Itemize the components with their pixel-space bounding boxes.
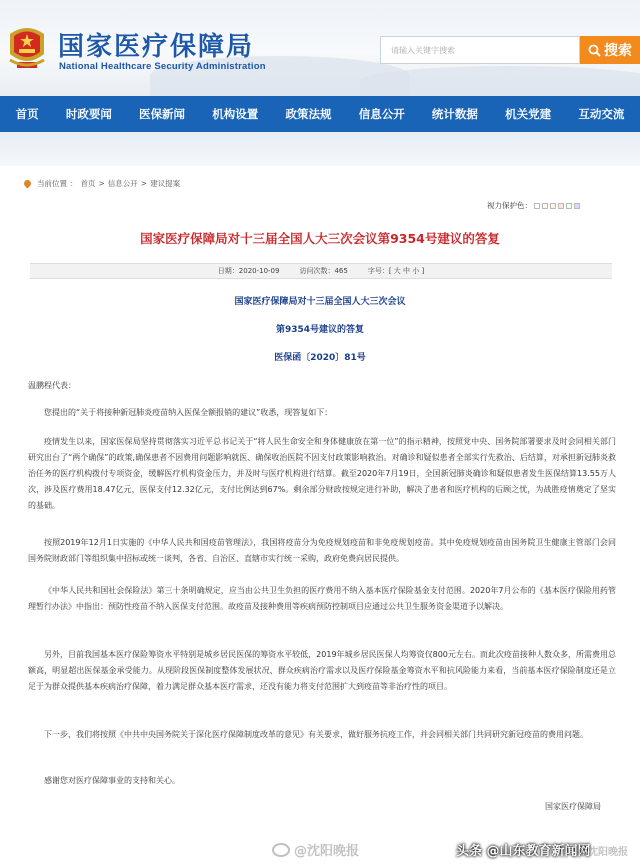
nav-home[interactable]: 首页 [15,107,39,121]
toutiao-watermark: 头条 @山东教育新闻网 [456,844,591,859]
site-logo-en: National Healthcare Security Administration [59,61,266,72]
site-logo-cn[interactable]: 国家医疗保障局 [58,32,255,62]
weibo-watermark-text: @沈阳晚报 [294,844,360,859]
weibo-watermark [272,840,359,859]
main-nav [0,96,640,132]
nav-statistics[interactable]: 统计数据 [431,107,478,121]
body-paragraph: 您提出的“关于将接种新冠肺炎疫苗纳入医保全额报销的建议”收悉，现答复如下： [44,408,333,417]
body-paragraph: 《中华人民共和国社会保险法》第三十条明确规定，应当由公共卫生负担的医疗费用不纳入基本医疗保险基金支付范围。2020年7月公布的《基本医疗保险用药管理暂行办法》中指出：预防性疫苗不纳入医保支付范围。故疫苗及接种费用等疾病预防控制项目应通过公共卫生服务资金渠道予以解决。 [28,586,616,611]
body-paragraph: 疫情发生以来，国家医保局坚持贯彻落实习近平总书记关于“将人民生命安全和身体健康放在第一位”的指示精神，按照党中央、国务院部署要求及时会同相关部门研究出台了“两个确保”的政策,确保患者不因费用问题影响就医、确保收治医院不因支付政策影响救治。对确诊和疑似患者全部实行先救治、后结算，对承担新冠肺炎救治任务的医疗机构拨付专项资金，缓解医疗机构资金压力，并及时与医疗机构进行结算。截至2020年7月19日，全国新冠肺炎确诊和疑似患者发生医保结算13.55万人次，涉及医疗费用18.47亿元，医保支付12.32亿元，支付比例达到67%。剩余部分财政按规定进行补助，解决了患者和医疗机构的后顾之忧，为战胜疫情奠定了坚实的基础。 [28,437,616,510]
doc-heading-line2: 第9354号建议的答复 [275,325,365,335]
site-header [0,0,640,96]
vision-color-swatch[interactable] [566,203,572,209]
search-input[interactable] [380,36,580,64]
vision-color-swatch[interactable] [558,203,564,209]
nav-party-building[interactable]: 机关党建 [505,107,552,121]
greeting: 温鹏程代表： [28,381,76,390]
body-paragraph: 按照2019年12月1日实施的《中华人民共和国疫苗管理法》，我国将疫苗分为免疫规划疫苗和非免疫规划疫苗。其中免疫规划疫苗由国务院卫生健康主管部门会同国务院财政部门等组织集中招标或统一谈判，各省、自治区、直辖市实行统一采购，政府免费向居民提供。 [28,538,616,563]
body-paragraph: 另外，目前我国基本医疗保险筹资水平特别是城乡居民医保的筹资水平较低，2019年城乡居民医保人均筹资仅800元左右。而此次疫苗接种人数众多，所需费用总额高，明显超出医保基金承受能力。从现阶段医保制度整体发展状况、群众疾病治疗需求以及医疗保险基金筹资水平和抗风险能力来看，当前基本医疗保险制度还是立足于为群众提供基本疾病治疗保障，着力满足群众基本医疗需求，还没有能力将支付范围扩大到疫苗等非治疗性的项目。 [28,650,616,691]
breadcrumb-label: 当前位置 [37,179,67,188]
vision-color-swatch[interactable] [534,203,540,209]
nav-organization[interactable]: 机构设置 [212,107,259,121]
breadcrumb-separator: > [98,179,105,188]
nav-sub-band [0,132,640,166]
vision-color-swatch[interactable] [542,203,548,209]
nav-interaction[interactable]: 互动交流 [578,107,625,121]
breadcrumb: 当前位置 ： 首页 > 信息公开 > 建议提案 [24,178,180,189]
article-meta-bar [30,263,612,279]
corner-watermark: @沈阳晚报 [578,847,628,858]
vision-color-swatch[interactable] [550,203,556,209]
nav-info-disclosure[interactable]: 信息公开 [358,107,405,121]
article-title: 国家医疗保障局对十三届全国人大三次会议第9354号建议的答复 [140,231,500,246]
body-paragraph: 感谢您对医疗保障事业的支持和关心。 [44,776,180,785]
doc-reference-number: 医保函〔2020〕81号 [274,353,366,363]
search-button-label: 搜索 [604,43,632,59]
nav-insurance-news[interactable]: 医保新闻 [139,107,186,121]
article-date: 日期：2020-10-09 [217,267,280,275]
weibo-logo-icon [272,843,290,857]
signature: 国家医疗保障局 [545,802,601,811]
breadcrumb-separator: > [140,179,148,188]
vision-color-swatch[interactable] [574,203,580,209]
location-pin-icon [23,179,33,189]
nav-politics-news[interactable]: 时政要闻 [65,107,112,121]
breadcrumb-proposals[interactable]: 建议提案 [150,179,181,188]
body-paragraph: 下一步，我们将按照《中共中央国务院关于深化医疗保障制度改革的意见》有关要求，做好服务抗疫工作，并会同相关部门共同研究新冠疫苗的费用问题。 [44,730,588,739]
font-size-switcher[interactable]: 字号：[ 大 中 小 ] [367,267,425,275]
doc-heading-line1: 国家医疗保障局对十三届全国人大三次会议 [234,297,406,307]
article-views: 访问次数：465 [299,267,348,275]
nav-policies[interactable]: 政策法规 [285,107,332,121]
search-button[interactable] [580,36,640,64]
national-emblem-icon [6,24,48,72]
header-hill-decoration [360,66,640,96]
vision-label: 视力保护色： [487,201,532,210]
search-placeholder: 请输入关键字搜索 [391,46,455,55]
breadcrumb-home[interactable]: 首页 [80,179,96,188]
breadcrumb-info-disclosure[interactable]: 信息公开 [107,179,138,188]
magnifier-icon [588,44,601,57]
vision-protect-colors [487,200,580,211]
